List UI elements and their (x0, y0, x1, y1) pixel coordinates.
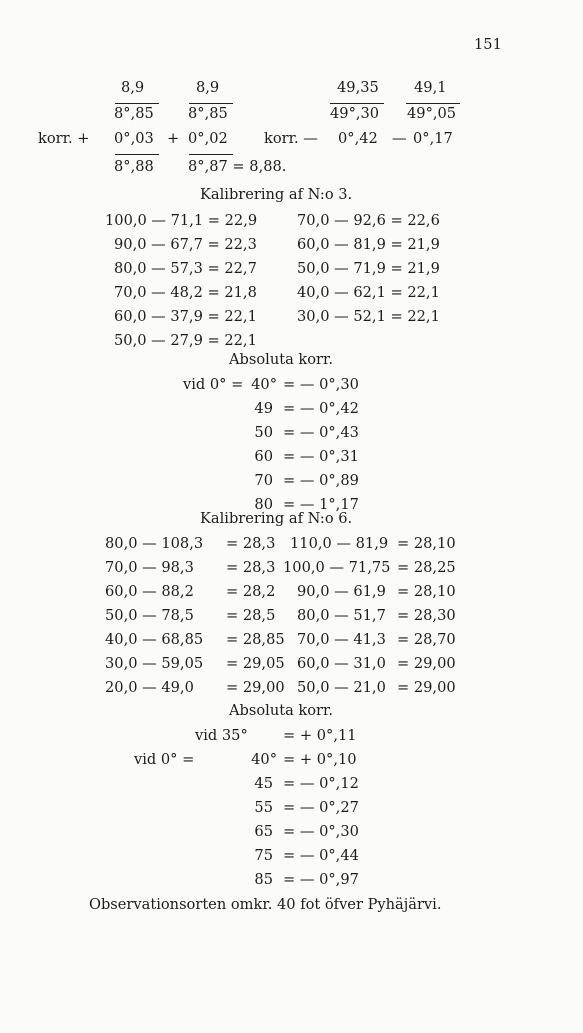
abs2-second-prefix: vid 0° = (134, 751, 195, 768)
abs2-value: = — 0°,44 (283, 847, 359, 864)
rule (189, 103, 233, 104)
kal3-right-row: 30,0 — 52,1 = 22,1 (297, 308, 440, 325)
kal6-a: 30,0 — 59,05 (105, 655, 204, 672)
kal3-right-row: 40,0 — 62,1 = 22,1 (297, 284, 440, 301)
kal6-d: = 28,30 (397, 607, 456, 624)
abs1-temp: 80 (254, 496, 273, 513)
kal6-b: = 28,3 (226, 535, 276, 552)
kal6-a: 60,0 — 88,2 (105, 583, 194, 600)
abs1-value: = — 0°,89 (283, 472, 359, 489)
abs2-temp: 65 (254, 823, 273, 840)
abs1-temp: 40° (251, 376, 277, 393)
kal6-b: = 29,00 (226, 679, 285, 696)
kal3-right-row: 60,0 — 81,9 = 21,9 (297, 236, 440, 253)
kal3-left-row: 100,0 — 71,1 = 22,9 (105, 212, 258, 229)
kal6-d: = 28,10 (397, 583, 456, 600)
top-row3-col4: 0°,17 (413, 130, 453, 147)
top-row3-col3: 0°,42 (338, 130, 378, 147)
abs1-value: = — 0°,30 (283, 376, 359, 393)
kal6-a: 70,0 — 98,3 (105, 559, 194, 576)
abs2-temp: 55 (254, 799, 273, 816)
top-row3-col2: 0°,02 (188, 130, 228, 147)
kal6-d: = 29,00 (397, 679, 456, 696)
abs1-prefix: vid 0° = (183, 376, 248, 393)
rule (189, 154, 233, 155)
abs2-temp: 45 (254, 775, 273, 792)
kal3-left-row: 60,0 — 37,9 = 22,1 (114, 308, 257, 325)
abs2-temp: 85 (254, 871, 273, 888)
top-row2-col4: 49°,05 (407, 105, 457, 122)
top-row4-col2: 8°,87 = 8,88. (188, 158, 287, 175)
top-row1-col1: 8,9 (121, 79, 145, 96)
kal6-a: 80,0 — 108,3 (105, 535, 204, 552)
kal6-b: = 29,05 (226, 655, 285, 672)
page-number: 151 (474, 36, 502, 53)
abs1-title: Absoluta korr. (229, 351, 334, 368)
kal6-b: = 28,85 (226, 631, 285, 648)
kal3-left-row: 90,0 — 67,7 = 22,3 (114, 236, 257, 253)
abs2-value: = — 0°,30 (283, 823, 359, 840)
kal6-c: 70,0 — 41,3 (297, 631, 386, 648)
kal6-d: = 28,70 (397, 631, 456, 648)
kal3-left-row: 70,0 — 48,2 = 21,8 (114, 284, 257, 301)
abs2-first-prefix: vid 35° (195, 727, 248, 744)
abs2-temp: 75 (254, 847, 273, 864)
abs2-value: = — 0°,12 (283, 775, 359, 792)
rule (330, 103, 384, 104)
rule (115, 154, 159, 155)
kal3-right-row: 70,0 — 92,6 = 22,6 (297, 212, 440, 229)
top-row2-col3: 49°,30 (330, 105, 380, 122)
abs1-temp: 60 (254, 448, 273, 465)
minus-sign: — (392, 130, 407, 147)
kal6-b: = 28,2 (226, 583, 276, 600)
top-row4-col1: 8°,88 (114, 158, 154, 175)
plus-sign: + (167, 130, 180, 147)
top-row1-col3: 49,35 (337, 79, 379, 96)
abs2-value: = + 0°,10 (283, 751, 357, 768)
kal6-c: 110,0 — 81,9 (290, 535, 389, 552)
top-row2-col1: 8°,85 (114, 105, 154, 122)
abs1-value: = — 1°,17 (283, 496, 359, 513)
abs2-value: = — 0°,97 (283, 871, 359, 888)
top-row3-col1: 0°,03 (114, 130, 154, 147)
kal6-a: 20,0 — 49,0 (105, 679, 194, 696)
kal6-c: 90,0 — 61,9 (297, 583, 386, 600)
kal6-d: = 29,00 (397, 655, 456, 672)
abs1-temp: 50 (254, 424, 273, 441)
kal6-c: 50,0 — 21,0 (297, 679, 386, 696)
kal6-c: 100,0 — 71,75 (283, 559, 391, 576)
abs1-value: = — 0°,42 (283, 400, 359, 417)
kal6-a: 40,0 — 68,85 (105, 631, 204, 648)
kal3-title: Kalibrering af N:o 3. (200, 186, 353, 203)
kal3-left-row: 50,0 — 27,9 = 22,1 (114, 332, 257, 349)
kal6-d: = 28,25 (397, 559, 456, 576)
abs1-value: = — 0°,31 (283, 448, 359, 465)
observation-location-note: Observationsorten omkr. 40 fot öfver Pyhäjärvi. (89, 896, 442, 913)
abs2-temp: 40° (251, 751, 277, 768)
kal3-left-row: 80,0 — 57,3 = 22,7 (114, 260, 257, 277)
rule (406, 103, 460, 104)
top-row2-col2: 8°,85 (188, 105, 228, 122)
abs2-first-value: = + 0°,11 (283, 727, 357, 744)
kal3-right-row: 50,0 — 71,9 = 21,9 (297, 260, 440, 277)
kal6-b: = 28,5 (226, 607, 276, 624)
kal6-title: Kalibrering af N:o 6. (200, 510, 353, 527)
kal6-a: 50,0 — 78,5 (105, 607, 194, 624)
abs1-temp: 49 (254, 400, 273, 417)
rule (115, 103, 159, 104)
korr-right-label: korr. — (264, 130, 318, 147)
abs1-value: = — 0°,43 (283, 424, 359, 441)
abs1-temp: 70 (254, 472, 273, 489)
kal6-c: 60,0 — 31,0 (297, 655, 386, 672)
kal6-b: = 28,3 (226, 559, 276, 576)
abs2-title: Absoluta korr. (229, 702, 334, 719)
kal6-c: 80,0 — 51,7 (297, 607, 386, 624)
top-row1-col2: 8,9 (196, 79, 220, 96)
korr-left-label: korr. + (38, 130, 90, 147)
kal6-d: = 28,10 (397, 535, 456, 552)
abs2-value: = — 0°,27 (283, 799, 359, 816)
top-row1-col4: 49,1 (414, 79, 447, 96)
